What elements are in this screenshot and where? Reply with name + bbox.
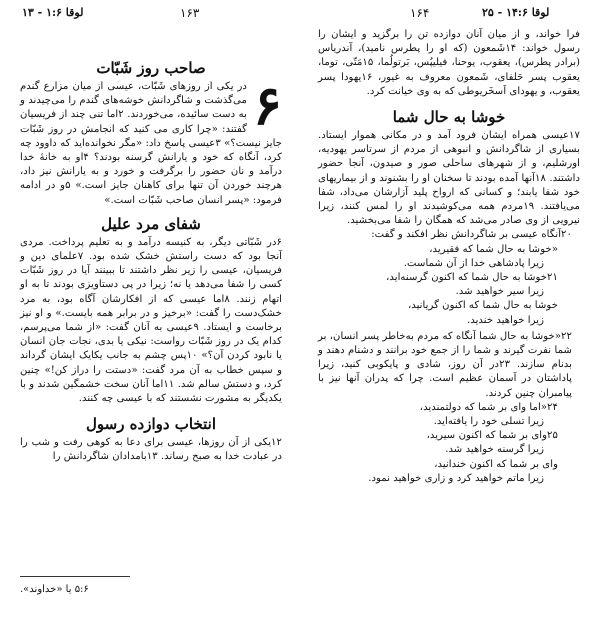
paragraph	[20, 73, 283, 208]
poem-line: زیرا خواهید خندید.	[466, 314, 544, 326]
paragraph: ۱۷عیسی همراه ایشان فرود آمد و در مکانی هموار ایستاد. بسیاری از شاگردانش و انبوهی از مردم از سرتاسر یهودیه، اورشلیم، و از شهرهای ساحلی صور و صیدون، آنجا حضور داشتند. ۱۸آنها آمده بودند تا سخنان او را بشنوند و از بیماریهای خود شفا یابند؛ و کسانی که ارواح پلید آزارشان می‌داد، شفا می‌یافتند. ۱۹مردم همه می‌کوشیدند او را لمس کنند، زیرا نیرویی از وی صادر می‌شد که همگان را شفا می‌بخشید.	[318, 130, 580, 227]
section-heading-blessed: خوشا به حال شما	[392, 108, 506, 127]
chapter-number: ۶	[252, 73, 282, 137]
page-number-left: ۱۶۳	[180, 6, 200, 20]
right-column	[318, 28, 580, 486]
footnote-rule	[20, 576, 130, 577]
paragraph: ۱۲یکی از آن روزها، عیسی برای دعا به کوهی رفت و شب را در عبادت خدا به صبح رساند. ۱۳بامدادان شاگردانش را	[20, 437, 282, 463]
section-heading-healing: شفای مرد علیل	[101, 214, 201, 233]
poem-line: وای بر شما که اکنون خندانید،	[434, 458, 558, 470]
paragraph: ۲۰آنگاه عیسی بر شاگردانش نظر افکند و گفت:	[371, 229, 572, 241]
running-head-left: لوقا ۱:۶ - ۱۳	[22, 6, 84, 19]
section-heading-lord-of-sabbath: صاحب روز شَبّات	[96, 59, 206, 77]
poem-line: خوشا به حال شما که اکنون گریانید،	[407, 300, 558, 312]
section-heading-apostles: انتخاب دوازده رسول	[85, 415, 217, 434]
poem-line: ۲۴«اما وای بر شما که دولتمندید،	[419, 401, 558, 413]
footnote: ۵:۶ یا «خداوند».	[20, 584, 89, 595]
left-column	[20, 56, 282, 465]
poem-line: زیرا ماتم خواهید کرد و زاری خواهید نمود.	[368, 472, 544, 484]
poem-line: «خوشا به حال شما که فقیرید،	[429, 243, 558, 255]
poem-line: زیرا سیر خواهید شد.	[455, 286, 544, 298]
poem-line: ۲۵وای بر شما که اکنون سیرید،	[426, 430, 558, 442]
paragraph: فرا خواند، و از میان آنان دوازده تن را برگزید و ایشان را رسول خواند: ۱۴شَمعون (که او را پطرس نامید)، آندریاس (برادر پطرس)، یعقوب، یوحنا، فیلیپُس، بَرتولُما، ۱۵مَتّی، توما، یعقوب پسر حَلفای، شَمعون معروف به غیور، ۱۶یهودا پسر یعقوب، و یهودای اَسخَریوطی که به وی خیانت کرد.	[318, 29, 581, 97]
poem-line: زیرا گرسنه خواهید شد.	[445, 444, 544, 456]
verse-text: در یکی از روزهای شَبّات، عیسی از میان مزارع گندم می‌گذشت و شاگردانش خوشه‌های گندم را می‌چیدند و به دست سائیده، می‌خوردند. ۲اما تنی چند از فریسیان گفتند: «چرا کاری می کنید که انجامش در روز شَبّات جایز نیست؟» ۳عیسی پاسخ داد: «مگر نخوانده‌اید که داوود چه کرد، آنگاه که خود و یارانش گرسنه بودند؟ ۴او به خانهٔ خدا درآمد و نان حضور را برگرفت و خورد و به یارانش نیز داد، هرچند خوردن آن تنها برای کاهنان جایز است.» ۵و در ادامه فرمود: «پسر انسان صاحب شَبّات است.»	[20, 81, 283, 206]
running-head-right: لوقا ۱۴:۶ - ۲۵	[482, 6, 550, 19]
poem-line: زیرا پادشاهی خدا از آن شماست.	[403, 257, 544, 269]
poem-line: ۲۱خوشا به حال شما که اکنون گرسنه‌اید،	[386, 272, 558, 284]
paragraph: ۶در شَبّاتی دیگر، به کنیسه درآمد و به تعلیم پرداخت. مردی آنجا بود که دست راستش خشک شده بود. ۷علمای دین و فریسیان، عیسی را زیر نظر داشتند تا ببینند آیا در روز شَبّات کسی را شفا می‌دهد یا نه؛ زیرا در پی دستاویزی بودند تا به او اتهام زنند. ۸اما عیسی که از افکارشان آگاه بود، به مرد خشک‌دست را گفت: «برخیز و در برابر همه بایست.» و او نیز برخاست و ایستاد. ۹عیسی به آنان گفت: «از شما می‌پرسم، کدام یک در روز شَبّات رواست: نیکی یا بدی، نجات جان انسان یا نابود کردن آن؟» ۱۰پس چشم به جانب یکایک ایشان گرداند و سپس خطاب به آن مرد گفت: «دستت را دراز کن!» چنین کرد، و دستش سالم شد. ۱۱اما آنان سخت خشمگین شدند و با یکدیگر به مشورت نشستند که با عیسی چه کنند.	[20, 236, 282, 405]
poem-line: زیرا تسلی خود را یافته‌اید.	[433, 416, 544, 428]
page-number-right: ۱۶۴	[410, 6, 430, 20]
paragraph: ۲۲«خوشا به حال شما آنگاه که مردم به‌خاطر پسر انسان، بر شما نفرت گیرند و شما را از جمع خود برانند و دشنام دهند و بدنام سازند. ۲۳در آن روز، شادی و پایکوبی کنید، زیرا پاداشتان در آسمان عظیم است. چرا که پدران آنها نیز با پیامبران چنین کردند.	[318, 330, 572, 399]
